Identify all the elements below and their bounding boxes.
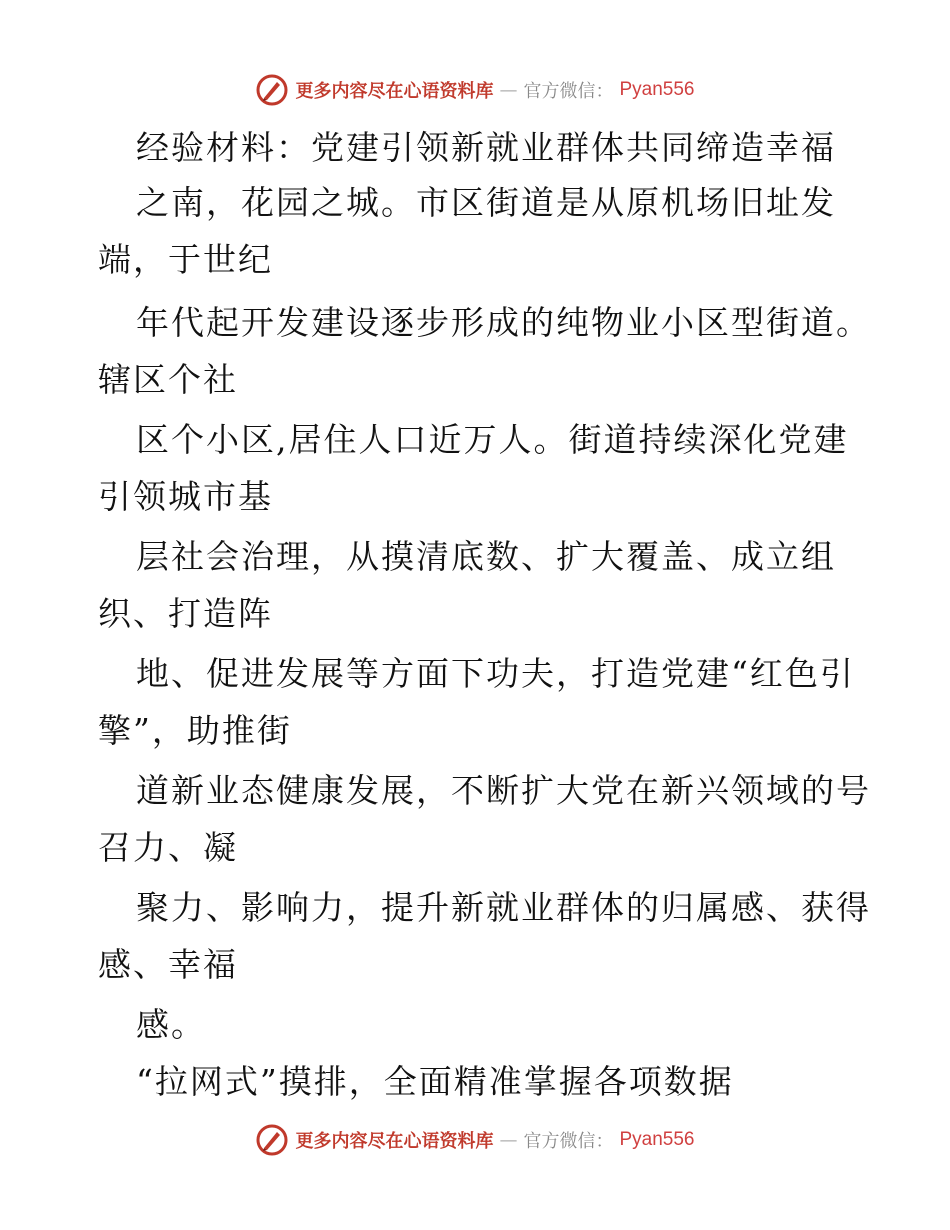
banner-account: Pyan556 (619, 1129, 695, 1150)
banner-title: 更多内容尽在心语资料库 (295, 1131, 494, 1152)
quill-seal-icon (255, 1123, 289, 1157)
text-line: 擎”，助推街 (98, 711, 292, 750)
text-line: 端，于世纪 (98, 240, 273, 279)
text-line: 感。 (136, 1005, 206, 1044)
text-line: 织、打造阵 (98, 594, 273, 633)
text-line: 区个小区,居住人口近万人。街道持续深化党建 (136, 420, 849, 459)
banner-separator: — (499, 79, 518, 101)
text-line: 聚力、影响力，提升新就业群体的归属感、获得 (136, 888, 871, 927)
banner-separator: — (499, 1129, 518, 1151)
text-line: 经验材料：党建引领新就业群体共同缔造幸福 (136, 128, 836, 167)
quill-seal-icon (255, 73, 289, 107)
banner-account: Pyan556 (619, 79, 695, 100)
banner-official-label: 官方微信： (523, 1131, 614, 1152)
text-line: 之南，花园之城。市区街道是从原机场旧址发 (136, 183, 836, 222)
banner-title: 更多内容尽在心语资料库 (295, 81, 494, 102)
text-line: “拉网式”摸排，全面精准掌握各项数据 (136, 1062, 734, 1101)
banner-official-label: 官方微信： (523, 81, 614, 102)
text-line: 年代起开发建设逐步形成的纯物业小区型街道。 (136, 303, 871, 342)
text-line: 辖区个社 (98, 360, 238, 399)
text-line: 地、促进发展等方面下功夫，打造党建“红色引 (136, 654, 855, 693)
footer-banner (0, 1120, 950, 1160)
header-banner (0, 70, 950, 110)
text-line: 感、幸福 (98, 945, 238, 984)
text-line: 引领城市基 (98, 477, 273, 516)
text-line: 道新业态健康发展，不断扩大党在新兴领域的号 (136, 771, 871, 810)
text-line: 召力、凝 (98, 828, 238, 867)
text-line: 层社会治理，从摸清底数、扩大覆盖、成立组 (136, 537, 836, 576)
